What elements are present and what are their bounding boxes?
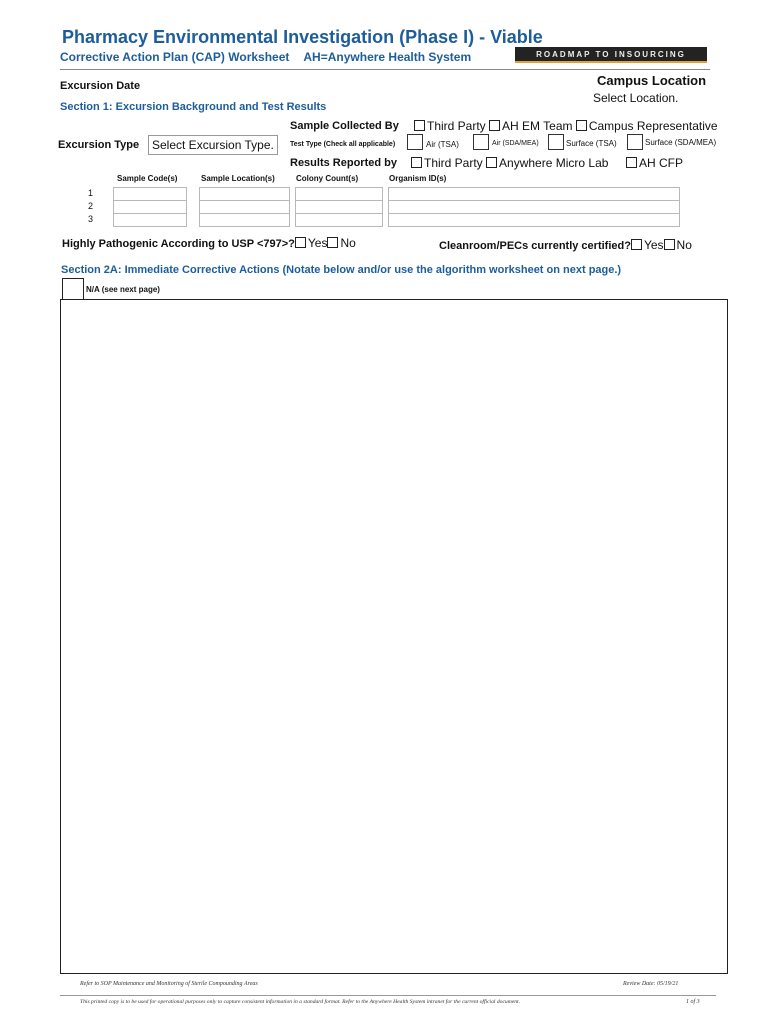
third-party-checkbox[interactable] <box>414 120 425 131</box>
na-checkbox[interactable] <box>62 278 84 300</box>
surface-sda-label: Surface (SDA/MEA) <box>645 138 717 147</box>
option-campus-representative: Campus Representative <box>588 119 718 133</box>
header-colony-count: Colony Count(s) <box>296 174 359 183</box>
sample-code-1-input[interactable] <box>113 187 187 201</box>
na-label: N/A (see next page) <box>86 285 160 294</box>
review-date: Review Date: 05/19/21 <box>623 981 679 987</box>
row-number-2: 2 <box>88 201 94 211</box>
sample-collected-options <box>414 119 718 133</box>
rr-ah-cfp-option <box>626 156 683 170</box>
surface-sda-checkbox[interactable] <box>627 134 643 150</box>
pathogenic-yes-label: Yes <box>307 236 328 250</box>
page-subtitle <box>60 50 471 64</box>
header-sample-location: Sample Location(s) <box>201 174 275 183</box>
cleanroom-yes-label: Yes <box>643 238 664 252</box>
sample-collected-label: Sample Collected By <box>290 120 399 132</box>
roadmap-logo: ROADMAP TO INSOURCING <box>515 47 707 62</box>
colony-count-2-input[interactable] <box>295 200 383 214</box>
cleanroom-no-label: No <box>676 238 692 252</box>
cleanroom-yes-checkbox[interactable] <box>631 239 642 250</box>
excursion-type-select[interactable]: Select Excursion Type. <box>148 135 278 155</box>
option-third-party: Third Party <box>427 119 486 133</box>
subtitle-system: AH=Anywhere Health System <box>303 50 472 64</box>
rr-third-party-checkbox[interactable] <box>411 157 422 168</box>
colony-count-3-input[interactable] <box>295 213 383 227</box>
sample-location-1-input[interactable] <box>199 187 290 201</box>
header-organism-id: Organism ID(s) <box>389 174 447 183</box>
air-tsa-checkbox[interactable] <box>407 134 423 150</box>
row-number-1: 1 <box>88 188 94 198</box>
option-ah-em-team: AH EM Team <box>502 119 573 133</box>
pathogenic-no-checkbox[interactable] <box>327 237 338 248</box>
rr-micro-lab-checkbox[interactable] <box>486 157 497 168</box>
results-reported-label: Results Reported by <box>290 157 397 169</box>
surface-tsa-checkbox[interactable] <box>548 134 564 150</box>
footer-divider <box>60 995 716 996</box>
disclaimer: This printed copy is to be used for operational purposes only to capture consistent information in a standard format. Refer to the Anywhere Health System intranet for the current official document. <box>80 999 520 1005</box>
ah-em-team-checkbox[interactable] <box>489 120 500 131</box>
sample-code-2-input[interactable] <box>113 200 187 214</box>
header-sample-code: Sample Code(s) <box>117 174 178 183</box>
row-number-3: 3 <box>88 214 94 224</box>
section-1-title: Section 1: Excursion Background and Test Results <box>60 101 327 113</box>
page-number: 1 of 3 <box>686 999 700 1005</box>
pathogenic-yes-checkbox[interactable] <box>295 237 306 248</box>
cleanroom-label: Cleanroom/PECs currently certified? <box>439 240 631 252</box>
logo-accent-line <box>515 61 707 63</box>
organism-id-1-input[interactable] <box>388 187 680 201</box>
results-reported-options <box>411 156 608 170</box>
section-2a-title: Section 2A: Immediate Corrective Actions (Notate below and/or use the algorithm worksheet on next page.) <box>61 264 622 276</box>
air-sda-checkbox[interactable] <box>473 134 489 150</box>
pathogenic-no-label: No <box>340 236 356 250</box>
pathogenic-label: Highly Pathogenic According to USP <797>? <box>62 238 295 250</box>
rr-option-third-party: Third Party <box>424 156 483 170</box>
campus-rep-checkbox[interactable] <box>576 120 587 131</box>
rr-option-micro-lab: Anywhere Micro Lab <box>499 156 609 170</box>
header-divider <box>60 69 710 70</box>
campus-location-select[interactable]: Select Location. <box>593 91 679 105</box>
sample-location-2-input[interactable] <box>199 200 290 214</box>
air-sda-label: Air (SDA/MEA) <box>492 140 539 147</box>
corrective-actions-textarea[interactable] <box>60 299 728 974</box>
subtitle-worksheet: Corrective Action Plan (CAP) Worksheet <box>60 50 290 64</box>
cleanroom-question <box>439 238 692 252</box>
rr-ah-cfp-checkbox[interactable] <box>626 157 637 168</box>
test-type-label: Test Type (Check all applicable) <box>290 141 396 148</box>
sample-code-3-input[interactable] <box>113 213 187 227</box>
campus-location-label: Campus Location <box>597 73 707 88</box>
sop-reference: Refer to SOP Maintenance and Monitoring of Sterile Compounding Areas <box>80 981 258 987</box>
organism-id-2-input[interactable] <box>388 200 680 214</box>
organism-id-3-input[interactable] <box>388 213 680 227</box>
excursion-type-label: Excursion Type <box>58 139 140 151</box>
sample-location-3-input[interactable] <box>199 213 290 227</box>
page-title: Pharmacy Environmental Investigation (Phase I) - Viable <box>62 27 543 47</box>
surface-tsa-label: Surface (TSA) <box>566 139 617 148</box>
cleanroom-no-checkbox[interactable] <box>664 239 675 250</box>
rr-option-ah-cfp: AH CFP <box>639 156 684 170</box>
air-tsa-label: Air (TSA) <box>426 140 459 149</box>
colony-count-1-input[interactable] <box>295 187 383 201</box>
pathogenic-question <box>62 236 356 250</box>
excursion-date-label: Excursion Date <box>60 80 141 92</box>
